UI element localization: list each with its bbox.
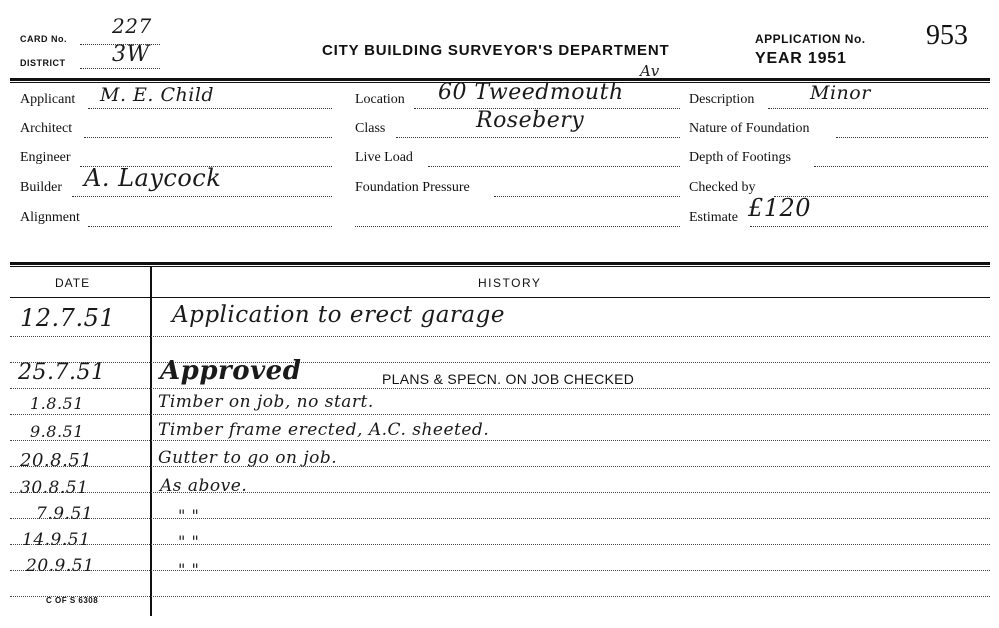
estimate-value: £120 [748,194,812,222]
live-load-label: Live Load [355,150,413,165]
history-row-line [10,414,990,415]
history-date: 30.8.51 [20,478,89,498]
nature-foundation-line [836,137,988,138]
history-date: 7.9.51 [36,504,94,524]
estimate-label: Estimate [689,210,738,225]
depth-footings-label: Depth of Footings [689,150,791,165]
history-date: 9.8.51 [30,422,84,441]
foundation-pressure-line [494,196,680,197]
year-label: YEAR 1951 [755,50,847,67]
district-line [80,68,160,69]
applicant-value: M. E. Child [100,84,215,106]
district-label: DISTRICT [20,58,66,68]
history-row-line [10,518,990,519]
history-entry: " " [178,560,200,579]
history-row-line [10,336,990,337]
history-entry: Gutter to go on job. [158,448,338,468]
card-number-label: CARD No. [20,34,67,44]
date-header: DATE [55,276,91,290]
class-value: Rosebery [476,108,585,133]
history-date: 25.7.51 [18,360,106,385]
history-row-line [10,388,990,389]
class-line [396,137,680,138]
architect-line [84,137,332,138]
district-value: 3W [112,42,150,67]
foundation-pressure-label: Foundation Pressure [355,180,470,195]
history-row-line [10,362,990,363]
checked-by-label: Checked by [689,180,756,195]
history-row-line [10,440,990,441]
history-entry: Application to erect garage [172,302,505,328]
location-value: 60 Tweedmouth [438,80,624,105]
description-value: Minor [810,82,871,104]
history-entry: " " [178,506,200,525]
history-row-line [10,544,990,545]
description-label: Description [689,92,755,107]
history-row-line [10,492,990,493]
application-number: 953 [926,20,968,51]
history-row-line [10,570,990,571]
history-entry: Timber frame erected, A.C. sheeted. [158,420,490,440]
history-date: 1.8.51 [30,394,84,413]
builder-label: Builder [20,180,62,195]
print-code: C OF S 6308 [46,596,99,605]
class-label: Class [355,121,386,136]
history-date: 20.9.51 [26,556,95,576]
applicant-label: Applicant [20,92,76,107]
history-entry: Approved [160,356,302,386]
checked-stamp: PLANS & SPECN. ON JOB CHECKED [382,371,635,387]
history-row-line [10,466,990,467]
description-line [768,108,988,109]
history-date: 20.8.51 [20,450,93,471]
history-entry: Timber on job, no start. [158,392,374,412]
engineer-label: Engineer [20,150,71,165]
builder-line [72,196,332,197]
history-rule-top [10,262,990,265]
history-entry: " " [178,532,200,551]
department-title: CITY BUILDING SURVEYOR'S DEPARTMENT [322,42,670,59]
history-header-rule [10,297,990,298]
live-load-line [428,166,680,167]
date-column-divider [150,266,152,616]
depth-footings-line [814,166,988,167]
history-entry: As above. [160,476,248,496]
location-suffix: Av [640,62,660,80]
applicant-line [88,108,332,109]
history-header: HISTORY [478,276,542,290]
column2-blank-line [355,226,680,227]
location-label: Location [355,92,405,107]
nature-foundation-label: Nature of Foundation [689,121,810,136]
alignment-label: Alignment [20,210,80,225]
history-rule-top-thin [10,266,990,267]
history-row-line [10,596,990,597]
application-label: APPLICATION No. [755,32,866,46]
history-date: 14.9.51 [22,530,91,550]
estimate-line [750,226,988,227]
history-date: 12.7.51 [20,304,116,332]
builder-value: A. Laycock [84,164,222,192]
alignment-line [88,226,332,227]
card-number-value: 227 [112,14,152,38]
architect-label: Architect [20,121,73,136]
